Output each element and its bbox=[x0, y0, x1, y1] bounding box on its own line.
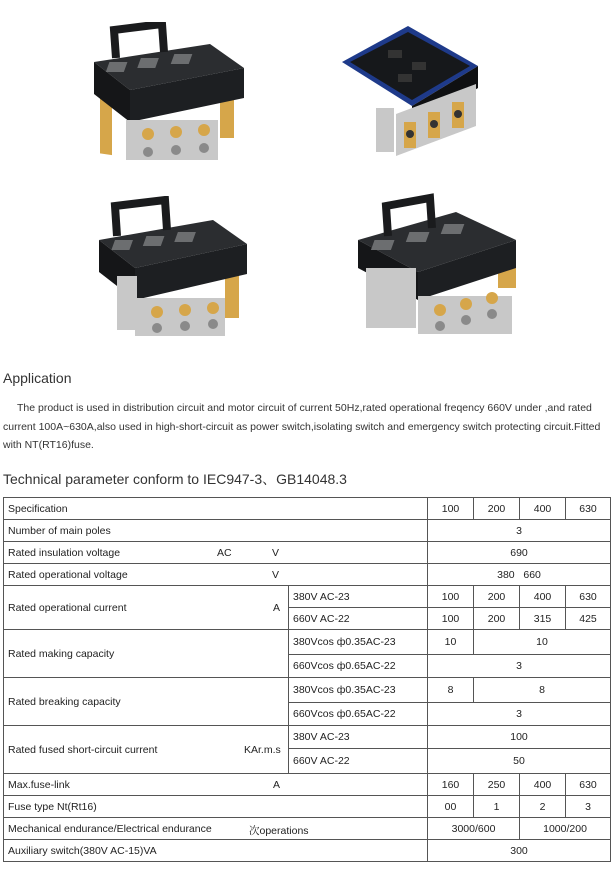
value-cell: 200 bbox=[474, 608, 520, 630]
value-cell: 100 bbox=[428, 608, 474, 630]
value-cell: 3 bbox=[428, 703, 611, 726]
product-photo-1 bbox=[90, 22, 248, 170]
value-cell: 8 bbox=[428, 678, 474, 703]
table-row bbox=[4, 498, 611, 520]
op-current-cell bbox=[4, 586, 289, 630]
value-cell: 1000/200 bbox=[520, 818, 611, 840]
fused-unit: KAr.m.s bbox=[244, 743, 281, 756]
endurance-cell bbox=[4, 818, 428, 840]
table-row bbox=[4, 796, 611, 818]
op-current-label: Rated operational current bbox=[8, 601, 127, 614]
technical-parameter-table bbox=[3, 497, 611, 862]
value-cell: 400 bbox=[520, 586, 566, 608]
condition-cell: 380Vcos ф0.35AC-23 bbox=[289, 630, 428, 655]
max-fuse-cell bbox=[4, 774, 428, 796]
table-row bbox=[4, 542, 611, 564]
endurance-unit: 次operations bbox=[249, 824, 309, 837]
fused-label: Rated fused short-circuit current bbox=[8, 743, 158, 756]
spec-label: Specification bbox=[4, 498, 428, 520]
condition-cell: 380Vcos ф0.35AC-23 bbox=[289, 678, 428, 703]
table-row bbox=[4, 678, 611, 703]
table-row bbox=[4, 818, 611, 840]
condition-cell: 660Vcos ф0.65AC-22 bbox=[289, 703, 428, 726]
value-cell: 200 bbox=[474, 586, 520, 608]
insulation-value: 690 bbox=[428, 542, 611, 564]
table-row bbox=[4, 586, 611, 608]
condition-cell: 660Vcos ф0.65AC-22 bbox=[289, 655, 428, 678]
poles-label: Number of main poles bbox=[4, 520, 428, 542]
fuse-type-label: Fuse type Nt(Rt16) bbox=[4, 796, 428, 818]
technical-heading: Technical parameter conform to IEC947-3、GB14048.3 bbox=[3, 471, 347, 487]
value-cell: 10 bbox=[428, 630, 474, 655]
product-photo-4 bbox=[352, 192, 522, 350]
max-fuse-unit: A bbox=[273, 778, 281, 791]
breaking-label: Rated breaking capacity bbox=[4, 678, 289, 726]
table-row bbox=[4, 774, 611, 796]
rating-cell: 200 bbox=[474, 498, 520, 520]
value-cell: 10 bbox=[474, 630, 611, 655]
rating-cell: 630 bbox=[566, 498, 611, 520]
condition-cell: 660V AC-22 bbox=[289, 749, 428, 774]
value-cell: 00 bbox=[428, 796, 474, 818]
product-photos bbox=[0, 0, 613, 360]
value-cell: 2 bbox=[520, 796, 566, 818]
table-row bbox=[4, 840, 611, 862]
value-cell: 250 bbox=[474, 774, 520, 796]
table-row bbox=[4, 630, 611, 655]
fused-cell bbox=[4, 726, 289, 774]
op-voltage-value: 380 660 bbox=[428, 564, 611, 586]
value-cell: 425 bbox=[566, 608, 611, 630]
condition-cell: 660V AC-22 bbox=[289, 608, 428, 630]
auxiliary-label: Auxiliary switch(380V AC-15)VA bbox=[4, 840, 428, 862]
rating-cell: 400 bbox=[520, 498, 566, 520]
value-cell: 630 bbox=[566, 586, 611, 608]
table-row bbox=[4, 520, 611, 542]
condition-cell: 380V AC-23 bbox=[289, 586, 428, 608]
value-cell: 3000/600 bbox=[428, 818, 520, 840]
application-heading: Application bbox=[3, 370, 72, 386]
value-cell: 100 bbox=[428, 586, 474, 608]
insulation-label: Rated insulation voltage bbox=[8, 546, 121, 559]
op-current-unit: A bbox=[273, 601, 281, 614]
value-cell: 50 bbox=[428, 749, 611, 774]
value-cell: 3 bbox=[566, 796, 611, 818]
auxiliary-value: 300 bbox=[428, 840, 611, 862]
value-cell: 630 bbox=[566, 774, 611, 796]
insulation-unit: V bbox=[272, 546, 280, 559]
value-cell: 3 bbox=[428, 655, 611, 678]
value-cell: 1 bbox=[474, 796, 520, 818]
condition-cell: 380V AC-23 bbox=[289, 726, 428, 749]
application-text: The product is used in distribution circuit and motor circuit of current 50Hz,rated operational freqency 660V under ,and rated current 100A~630A,also used in high-short-circuit as power switch,isolating switch and emergency switch protecting circuit.Fitted with NT(RT16)fuse. bbox=[3, 402, 601, 451]
table-row bbox=[4, 726, 611, 749]
op-voltage-label: Rated operational voltage bbox=[8, 568, 128, 581]
rating-cell: 100 bbox=[428, 498, 474, 520]
value-cell: 100 bbox=[428, 726, 611, 749]
value-cell: 8 bbox=[474, 678, 611, 703]
table-row bbox=[4, 564, 611, 586]
product-photo-3 bbox=[95, 196, 253, 344]
endurance-label: Mechanical endurance/Electrical endurance bbox=[8, 822, 212, 835]
product-photo-2 bbox=[336, 22, 486, 172]
insulation-ac: AC bbox=[217, 546, 232, 559]
poles-value: 3 bbox=[428, 520, 611, 542]
op-voltage-unit: V bbox=[272, 568, 280, 581]
insulation-voltage-cell bbox=[4, 542, 428, 564]
value-cell: 160 bbox=[428, 774, 474, 796]
value-cell: 315 bbox=[520, 608, 566, 630]
max-fuse-label: Max.fuse-link bbox=[8, 778, 70, 791]
making-label: Rated making capacity bbox=[4, 630, 289, 678]
op-voltage-cell bbox=[4, 564, 428, 586]
value-cell: 400 bbox=[520, 774, 566, 796]
